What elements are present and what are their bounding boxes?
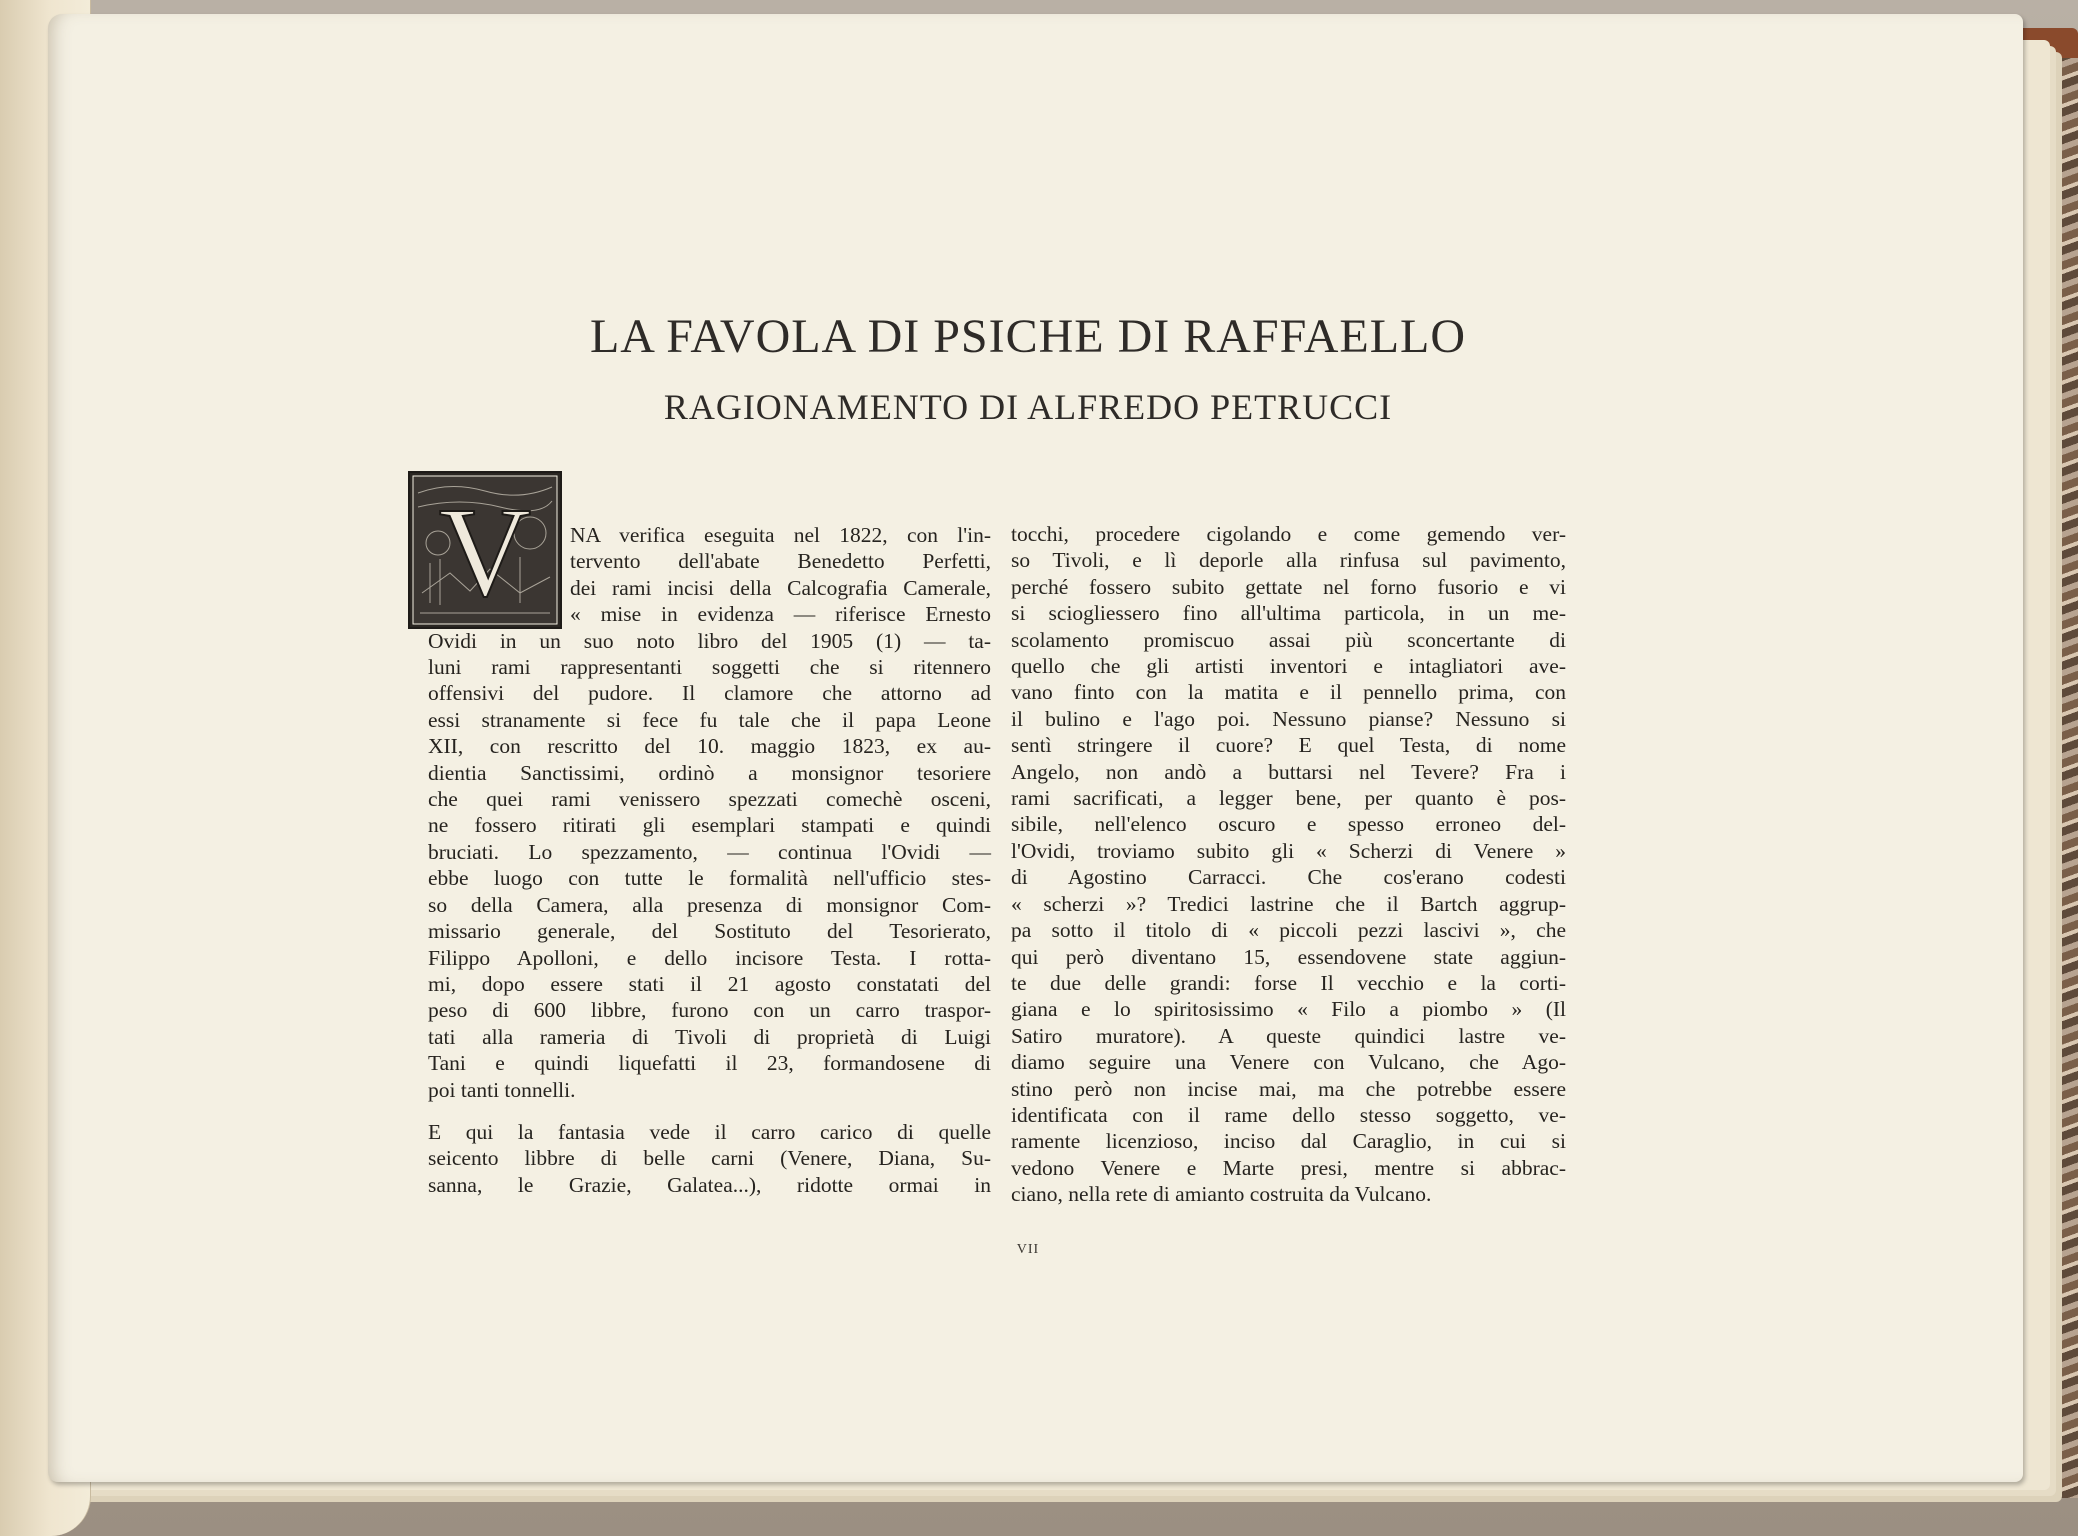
text-line: che quei rami venissero spezzati comechè osceni,	[428, 787, 991, 812]
text-line: qui però diventano 15, essendovene state aggiun-	[1011, 944, 1566, 969]
text-line: Filippo Apolloni, e dello incisore Testa. I rotta-	[428, 945, 991, 970]
text-line: ramente licenzioso, inciso dal Caraglio, in cui si	[1011, 1129, 1566, 1154]
text-line: luni rami rappresentanti soggetti che si ritennero	[428, 655, 991, 680]
text-line: missario generale, del Sostituto del Tesorierato,	[428, 919, 991, 944]
text-line: NA verifica eseguita nel 1822, con l'in-	[570, 523, 991, 547]
text-line: ne fossero ritirati gli esemplari stampati e quindi	[428, 813, 991, 838]
text-line: vano finto con la matita e il pennello prima, con	[1011, 680, 1566, 705]
text-line: essi stranamente si fece fu tale che il papa Leone	[428, 707, 991, 732]
text-line: seicento libbre di belle carni (Venere, Diana, Su-	[428, 1146, 991, 1171]
text-line: ebbe luogo con tutte le formalità nell'ufficio stes-	[428, 866, 991, 891]
text-line: Angelo, non andò a buttarsi nel Tevere? Fra i	[1011, 759, 1566, 784]
text-line: « scherzi »? Tredici lastrine che il Bartch aggrup-	[1011, 891, 1566, 916]
text-line: vedono Venere e Marte presi, mentre si abbrac-	[1011, 1155, 1566, 1180]
text-line: rami sacrificati, a legger bene, per quanto è pos-	[1011, 786, 1566, 811]
text-line: sanna, le Grazie, Galatea...), ridotte ormai in	[428, 1172, 991, 1197]
text-line: tati alla rameria di Tivoli di proprietà di Luigi	[428, 1024, 991, 1049]
text-line: diamo seguire una Venere con Vulcano, che Ago-	[1011, 1050, 1566, 1075]
text-line: identificata con il rame dello stesso soggetto, ve-	[1011, 1102, 1566, 1127]
marbled-cover-edge	[2048, 58, 2078, 1498]
text-line: dientia Sanctissimi, ordinò a monsignor tesoriere	[428, 760, 991, 785]
text-line: sibile, nell'elenco oscuro e spesso erroneo del-	[1011, 812, 1566, 837]
text-line: Satiro muratore). A queste quindici lastre ve-	[1011, 1023, 1566, 1048]
text-line: di Agostino Carracci. Che cos'erano codesti	[1011, 865, 1566, 890]
text-line: sentì stringere il cuore? E quel Testa, di nome	[1011, 733, 1566, 758]
page-number: VII	[1016, 1242, 1040, 1257]
text-line: dei rami incisi della Calcografia Camerale,	[570, 575, 991, 600]
paragraph-1	[428, 522, 991, 1103]
text-line: perché fossero subito gettate nel forno fusorio e vi	[1011, 574, 1566, 599]
text-line: scolamento promiscuo assai più sconcertante di	[1011, 627, 1566, 652]
text-line: so Tivoli, e lì deporle alla rinfusa sul pavimento,	[1011, 548, 1566, 573]
text-line: pa sotto il titolo di « piccoli pezzi lascivi », che	[1011, 918, 1566, 943]
text-line: l'Ovidi, troviamo subito gli « Scherzi di Venere »	[1011, 838, 1566, 863]
text-line: quello che gli artisti inventori e intagliatori ave-	[1011, 654, 1566, 679]
text-line: si sciogliessero fino all'ultima particola, in un me-	[1011, 601, 1566, 626]
text-line: so della Camera, alla presenza di monsignor Com-	[428, 892, 991, 917]
text-line: tervento dell'abate Benedetto Perfetti,	[570, 549, 991, 574]
right-column	[1011, 521, 1566, 1208]
text-line: giana e lo spiritosissimo « Filo a piombo » (Il	[1011, 997, 1566, 1022]
text-line: peso di 600 libbre, furono con un carro traspor-	[428, 998, 991, 1023]
book-page	[48, 14, 2023, 1482]
text-line: te due delle grandi: forse Il vecchio e la corti-	[1011, 970, 1566, 995]
paragraph-3	[1011, 521, 1566, 1208]
page-subtitle: RAGIONAMENTO DI ALFREDO PETRUCCI	[663, 387, 1393, 427]
text-line: stino però non incise mai, ma che potrebbe essere	[1011, 1076, 1566, 1101]
text-line: mi, dopo essere stati il 21 agosto constatati del	[428, 971, 991, 996]
text-line: « mise in evidenza — riferisce Ernesto	[570, 602, 991, 627]
text-line: offensivi del pudore. Il clamore che attorno ad	[428, 681, 991, 706]
text-line: poi tanti tonnelli.	[428, 1077, 576, 1102]
text-line: bruciati. Lo spezzamento, — continua l'Ovidi —	[428, 839, 991, 864]
svg-text:V: V	[438, 481, 532, 623]
text-line: Tani e quindi liquefatti il 23, formandosene di	[428, 1051, 991, 1076]
text-line: E qui la fantasia vede il carro carico di quelle	[428, 1119, 991, 1144]
text-line: tocchi, procedere cigolando e come gemendo ver-	[1011, 522, 1566, 546]
text-line: Ovidi in un suo noto libro del 1905 (1) — ta-	[428, 628, 991, 653]
text-line: ciano, nella rete di amianto costruita da Vulcano.	[1011, 1182, 1432, 1207]
text-line: il bulino e l'ago poi. Nessuno pianse? Nessuno si	[1011, 706, 1566, 731]
text-line: XII, con rescritto del 10. maggio 1823, ex au-	[428, 734, 991, 759]
paragraph-2	[428, 1119, 991, 1198]
page-title: LA FAVOLA DI PSICHE DI RAFFAELLO	[589, 310, 1467, 363]
left-column	[428, 522, 991, 1198]
